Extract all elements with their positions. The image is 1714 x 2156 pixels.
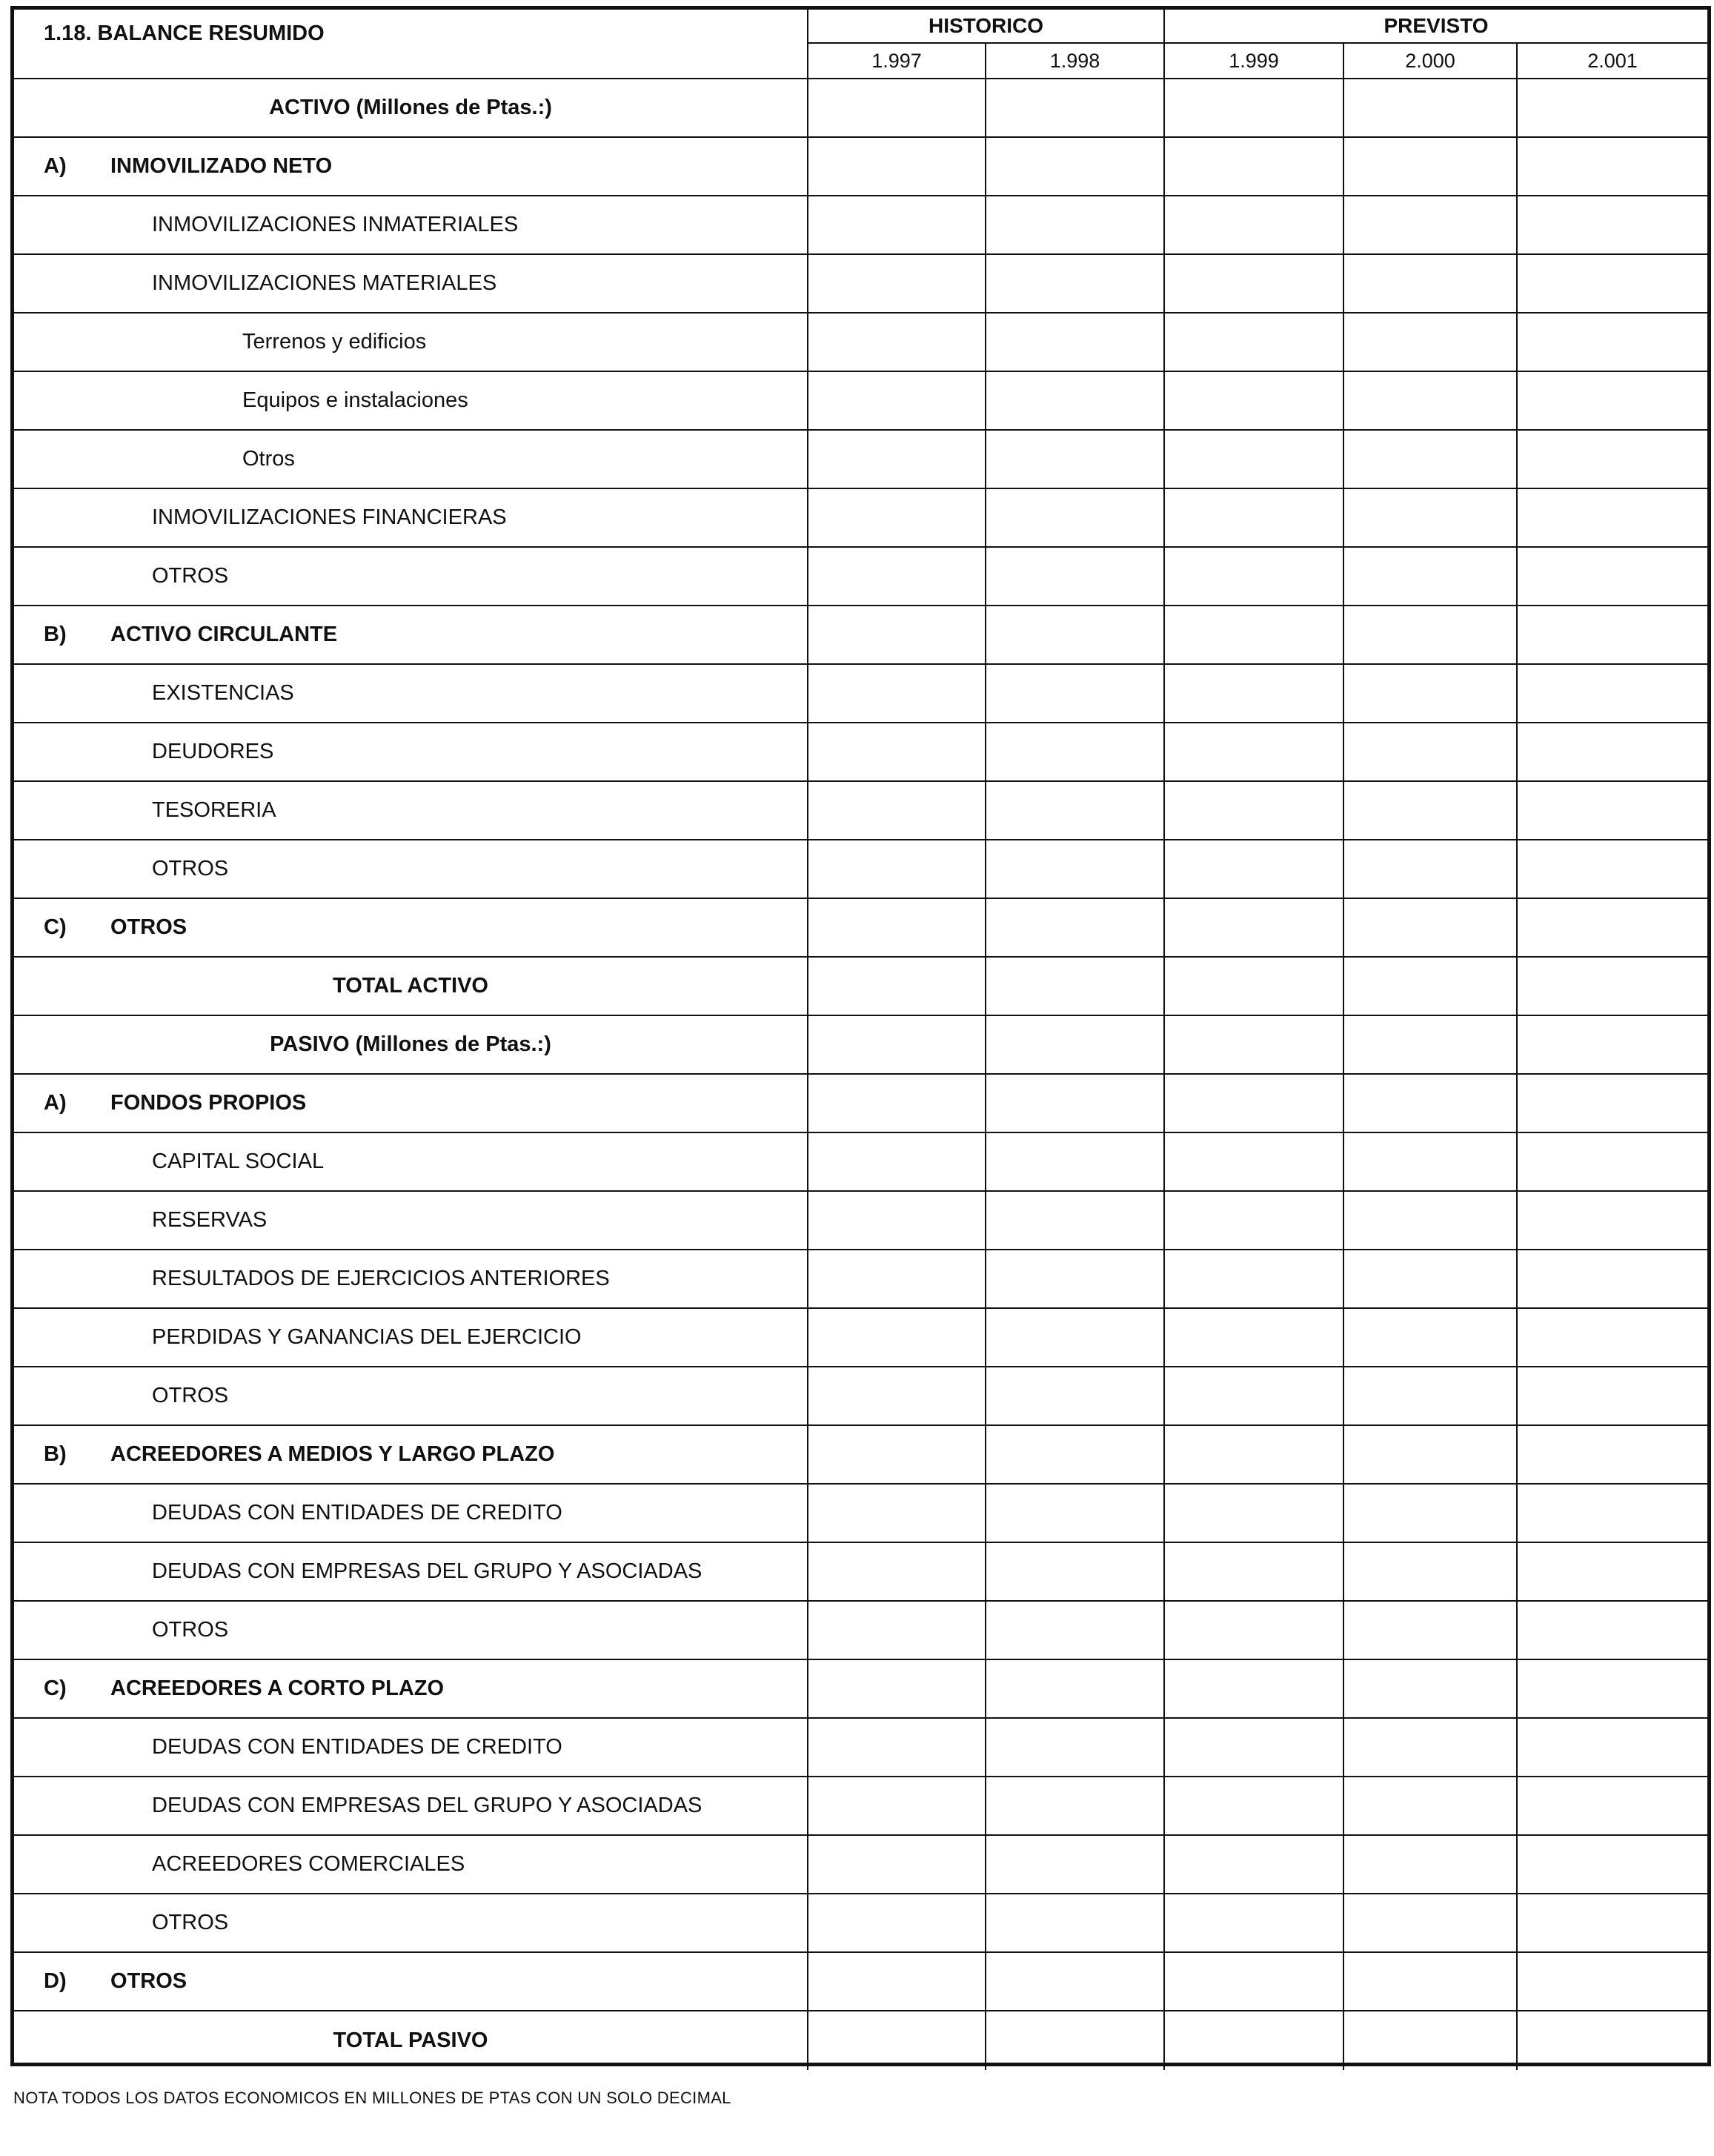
data-cell[interactable] [1344,1250,1518,1309]
row-label: TESORERIA [14,782,808,840]
row-label: Otros [14,431,808,489]
data-cell[interactable] [1344,1719,1518,1777]
data-cell[interactable] [808,1133,986,1192]
data-cell[interactable] [1165,1894,1344,1953]
data-cell[interactable] [1344,1836,1518,1894]
section-header: ACTIVO (Millones de Ptas.:) [14,79,808,138]
data-cell[interactable] [1165,1309,1344,1367]
data-cell[interactable] [1518,1894,1707,1953]
data-cell[interactable] [986,606,1165,665]
data-cell[interactable] [1165,548,1344,606]
data-cell[interactable] [1518,958,1707,1016]
row-label: DEUDAS CON EMPRESAS DEL GRUPO Y ASOCIADAS [14,1777,808,1836]
data-cell[interactable] [986,138,1165,196]
data-cell[interactable] [986,899,1165,958]
data-cell[interactable] [808,314,986,372]
data-cell[interactable] [808,1250,986,1309]
row-label: DEUDAS CON EMPRESAS DEL GRUPO Y ASOCIADAS [14,1543,808,1602]
row-label: INMOVILIZACIONES FINANCIERAS [14,489,808,548]
data-cell[interactable] [1518,1309,1707,1367]
data-cell[interactable] [1518,1602,1707,1660]
data-cell[interactable] [1518,1719,1707,1777]
data-cell[interactable] [1344,314,1518,372]
section-label [14,1426,808,1485]
group-header-historico: HISTORICO [808,10,1165,44]
data-cell[interactable] [1165,314,1344,372]
data-cell[interactable] [808,431,986,489]
section-title: ACREEDORES A CORTO PLAZO [110,1676,445,1700]
data-cell[interactable] [986,196,1165,255]
data-cell[interactable] [808,1309,986,1367]
data-cell[interactable] [1165,1836,1344,1894]
data-cell[interactable] [986,255,1165,314]
section-letter: C) [44,1676,67,1700]
row-label: INMOVILIZACIONES MATERIALES [14,255,808,314]
data-cell[interactable] [1344,255,1518,314]
data-cell[interactable] [1344,899,1518,958]
data-cell[interactable] [1344,958,1518,1016]
data-cell[interactable] [986,1719,1165,1777]
row-label: Equipos e instalaciones [14,372,808,431]
data-cell[interactable] [986,958,1165,1016]
data-cell[interactable] [808,1953,986,2011]
row-label: OTROS [14,1367,808,1426]
row-label: EXISTENCIAS [14,665,808,723]
data-cell[interactable] [1165,1660,1344,1719]
data-cell[interactable] [1518,1660,1707,1719]
data-cell[interactable] [1518,1953,1707,2011]
data-cell[interactable] [986,840,1165,899]
row-label: CAPITAL SOCIAL [14,1133,808,1192]
data-cell[interactable] [1518,1250,1707,1309]
data-cell[interactable] [1518,1016,1707,1075]
data-cell[interactable] [986,489,1165,548]
data-cell[interactable] [986,1660,1165,1719]
data-cell[interactable] [1344,1075,1518,1133]
row-label: Terrenos y edificios [14,314,808,372]
row-label: PERDIDAS Y GANANCIAS DEL EJERCICIO [14,1309,808,1367]
year-header: 1.997 [808,44,986,79]
data-cell[interactable] [1518,255,1707,314]
data-cell[interactable] [986,1133,1165,1192]
year-header: 2.000 [1344,44,1518,79]
data-cell[interactable] [1344,1777,1518,1836]
data-cell[interactable] [808,606,986,665]
data-cell[interactable] [1344,372,1518,431]
data-cell[interactable] [808,840,986,899]
data-cell[interactable] [1165,1602,1344,1660]
data-cell[interactable] [1165,899,1344,958]
data-cell[interactable] [808,1016,986,1075]
section-label [14,899,808,958]
data-cell[interactable] [986,1075,1165,1133]
data-cell[interactable] [1344,1309,1518,1367]
data-cell[interactable] [808,899,986,958]
row-label: DEUDAS CON ENTIDADES DE CREDITO [14,1719,808,1777]
data-cell[interactable] [1165,431,1344,489]
total-label: TOTAL PASIVO [14,2011,808,2070]
data-cell[interactable] [986,723,1165,782]
data-cell[interactable] [808,1075,986,1133]
row-label: RESERVAS [14,1192,808,1250]
data-cell[interactable] [1518,2011,1707,2070]
data-cell[interactable] [1165,1953,1344,2011]
data-cell[interactable] [1165,606,1344,665]
data-cell[interactable] [986,1367,1165,1426]
data-cell[interactable] [1344,1426,1518,1485]
data-cell[interactable] [808,255,986,314]
data-cell[interactable] [1518,431,1707,489]
data-cell[interactable] [1344,1894,1518,1953]
form-title: 1.18. BALANCE RESUMIDO [14,10,808,79]
section-title: ACTIVO CIRCULANTE [110,623,338,646]
data-cell[interactable] [1344,489,1518,548]
data-cell[interactable] [1518,723,1707,782]
row-label: OTROS [14,1894,808,1953]
data-cell[interactable] [986,1250,1165,1309]
data-cell[interactable] [1518,1075,1707,1133]
section-title: FONDOS PROPIOS [110,1091,307,1115]
data-cell[interactable] [986,2011,1165,2070]
section-label [14,1660,808,1719]
balance-form [10,6,1711,2066]
data-cell[interactable] [1344,138,1518,196]
data-cell[interactable] [1165,372,1344,431]
data-cell[interactable] [808,958,986,1016]
section-label [14,138,808,196]
footnote: NOTA TODOS LOS DATOS ECONOMICOS EN MILLONES DE PTAS CON UN SOLO DECIMAL [13,2089,731,2107]
data-cell[interactable] [986,1485,1165,1543]
data-cell[interactable] [1165,1426,1344,1485]
data-cell[interactable] [986,1309,1165,1367]
data-cell[interactable] [986,314,1165,372]
data-cell[interactable] [986,79,1165,138]
data-cell[interactable] [808,138,986,196]
data-cell[interactable] [1165,1133,1344,1192]
data-cell[interactable] [986,665,1165,723]
data-cell[interactable] [808,1777,986,1836]
data-cell[interactable] [1165,1777,1344,1836]
group-header-previsto: PREVISTO [1165,10,1707,44]
data-cell[interactable] [808,723,986,782]
data-cell[interactable] [1165,79,1344,138]
data-cell[interactable] [1344,548,1518,606]
data-cell[interactable] [808,1719,986,1777]
data-cell[interactable] [1165,1367,1344,1426]
data-cell[interactable] [808,372,986,431]
data-cell[interactable] [1344,79,1518,138]
section-label [14,1953,808,2011]
data-cell[interactable] [808,196,986,255]
data-cell[interactable] [1165,723,1344,782]
data-cell[interactable] [986,372,1165,431]
data-cell[interactable] [1344,431,1518,489]
data-cell[interactable] [808,1660,986,1719]
data-cell[interactable] [1165,1543,1344,1602]
data-cell[interactable] [1165,1016,1344,1075]
data-cell[interactable] [1518,1543,1707,1602]
data-cell[interactable] [1518,1836,1707,1894]
section-title: OTROS [110,915,187,939]
data-cell[interactable] [1165,1719,1344,1777]
data-cell[interactable] [1344,1602,1518,1660]
data-cell[interactable] [808,1543,986,1602]
data-cell[interactable] [986,431,1165,489]
data-cell[interactable] [1165,840,1344,899]
section-title: ACREEDORES A MEDIOS Y LARGO PLAZO [110,1442,555,1466]
data-cell[interactable] [1518,548,1707,606]
data-cell[interactable] [1518,1367,1707,1426]
data-cell[interactable] [1344,665,1518,723]
data-cell[interactable] [1165,2011,1344,2070]
section-letter: D) [44,1969,67,1993]
data-cell[interactable] [1518,138,1707,196]
data-cell[interactable] [1165,665,1344,723]
section-letter: B) [44,1442,67,1466]
row-label: OTROS [14,1602,808,1660]
data-cell[interactable] [1518,314,1707,372]
section-letter: A) [44,154,67,178]
data-cell[interactable] [1518,840,1707,899]
data-cell[interactable] [1344,1543,1518,1602]
data-cell[interactable] [986,1602,1165,1660]
data-cell[interactable] [808,489,986,548]
data-cell[interactable] [808,1485,986,1543]
row-label: INMOVILIZACIONES INMATERIALES [14,196,808,255]
data-cell[interactable] [1344,196,1518,255]
data-cell[interactable] [808,1192,986,1250]
data-cell[interactable] [808,548,986,606]
data-cell[interactable] [986,1894,1165,1953]
data-cell[interactable] [1518,899,1707,958]
data-cell[interactable] [808,1602,986,1660]
section-letter: C) [44,915,67,939]
section-title: INMOVILIZADO NETO [110,154,333,178]
data-cell[interactable] [1165,782,1344,840]
data-cell[interactable] [1518,196,1707,255]
data-cell[interactable] [1518,489,1707,548]
data-cell[interactable] [1344,1953,1518,2011]
data-cell[interactable] [1518,1485,1707,1543]
section-letter: B) [44,623,67,646]
data-cell[interactable] [1518,606,1707,665]
data-cell[interactable] [1165,1192,1344,1250]
data-cell[interactable] [986,782,1165,840]
data-cell[interactable] [1518,1426,1707,1485]
data-cell[interactable] [1344,1133,1518,1192]
data-cell[interactable] [1518,782,1707,840]
data-cell[interactable] [1344,1016,1518,1075]
section-header: PASIVO (Millones de Ptas.:) [14,1016,808,1075]
data-cell[interactable] [808,665,986,723]
data-cell[interactable] [1165,1485,1344,1543]
data-cell[interactable] [1165,196,1344,255]
data-cell[interactable] [986,1777,1165,1836]
row-label: DEUDAS CON ENTIDADES DE CREDITO [14,1485,808,1543]
data-cell[interactable] [808,79,986,138]
data-cell[interactable] [1165,489,1344,548]
data-cell[interactable] [986,1836,1165,1894]
data-cell[interactable] [1165,255,1344,314]
data-cell[interactable] [986,1192,1165,1250]
data-cell[interactable] [1165,138,1344,196]
data-cell[interactable] [1344,1660,1518,1719]
data-cell[interactable] [1344,840,1518,899]
year-header: 2.001 [1518,44,1707,79]
data-cell[interactable] [1518,665,1707,723]
data-cell[interactable] [986,548,1165,606]
data-cell[interactable] [986,1016,1165,1075]
data-cell[interactable] [1344,1192,1518,1250]
row-label: ACREEDORES COMERCIALES [14,1836,808,1894]
section-label [14,606,808,665]
data-cell[interactable] [986,1953,1165,2011]
section-label [14,1075,808,1133]
data-cell[interactable] [986,1543,1165,1602]
data-cell[interactable] [1344,1485,1518,1543]
row-label: OTROS [14,840,808,899]
data-cell[interactable] [1518,79,1707,138]
section-letter: A) [44,1091,67,1115]
data-cell[interactable] [808,1367,986,1426]
data-cell[interactable] [808,2011,986,2070]
data-cell[interactable] [1165,1250,1344,1309]
row-label: RESULTADOS DE EJERCICIOS ANTERIORES [14,1250,808,1309]
data-cell[interactable] [808,1426,986,1485]
data-cell[interactable] [1344,723,1518,782]
section-title: OTROS [110,1969,187,1993]
data-cell[interactable] [1344,782,1518,840]
total-label: TOTAL ACTIVO [14,958,808,1016]
data-cell[interactable] [808,1894,986,1953]
data-cell[interactable] [1165,1075,1344,1133]
data-cell[interactable] [1518,372,1707,431]
data-cell[interactable] [808,1836,986,1894]
data-cell[interactable] [1344,2011,1518,2070]
data-cell[interactable] [1165,958,1344,1016]
data-cell[interactable] [808,782,986,840]
year-header: 1.999 [1165,44,1344,79]
data-cell[interactable] [1344,1367,1518,1426]
data-cell[interactable] [1518,1133,1707,1192]
data-cell[interactable] [1518,1777,1707,1836]
year-header: 1.998 [986,44,1165,79]
row-label: DEUDORES [14,723,808,782]
data-cell[interactable] [1518,1192,1707,1250]
data-cell[interactable] [1344,606,1518,665]
row-label: OTROS [14,548,808,606]
data-cell[interactable] [986,1426,1165,1485]
